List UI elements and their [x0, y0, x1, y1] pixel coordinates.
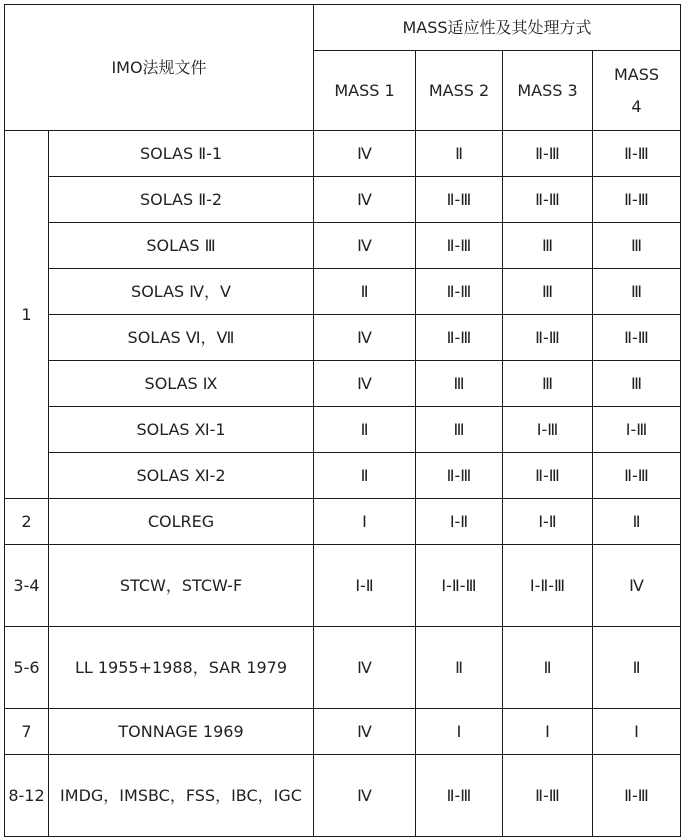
- mass-rating-cell: Ⅱ-Ⅲ: [503, 131, 593, 177]
- regulation-document-cell: TONNAGE 1969: [49, 709, 314, 755]
- mass-level-header: MASS 4: [593, 51, 681, 131]
- mass-rating-cell: Ⅱ: [314, 269, 416, 315]
- regulation-document-cell: SOLAS Ⅺ-2: [49, 453, 314, 499]
- mass-rating-cell: Ⅱ-Ⅲ: [416, 223, 503, 269]
- table-row: [5, 315, 681, 361]
- table-row: [5, 223, 681, 269]
- mass-rating-cell: Ⅳ: [314, 709, 416, 755]
- regulation-document-cell: IMDG，IMSBC，FSS，IBC，IGC: [49, 755, 314, 837]
- mass-rating-cell: Ⅱ-Ⅲ: [503, 453, 593, 499]
- mass-rating-cell: Ⅱ-Ⅲ: [416, 453, 503, 499]
- mass-rating-cell: Ⅱ-Ⅲ: [416, 755, 503, 837]
- mass-rating-cell: Ⅱ-Ⅲ: [593, 131, 681, 177]
- mass-rating-cell: Ⅲ: [503, 361, 593, 407]
- group-number-cell: 5-6: [5, 627, 49, 709]
- group-number-cell: 7: [5, 709, 49, 755]
- regulation-document-cell: SOLAS Ⅳ，Ⅴ: [49, 269, 314, 315]
- table-row: [5, 407, 681, 453]
- mass-rating-cell: Ⅰ: [503, 709, 593, 755]
- mass-rating-cell: Ⅱ: [593, 627, 681, 709]
- mass-level-header: MASS 2: [416, 51, 503, 131]
- mass-rating-cell: Ⅰ-Ⅲ: [503, 407, 593, 453]
- mass-rating-cell: Ⅱ: [416, 131, 503, 177]
- mass-rating-cell: Ⅰ-Ⅱ: [503, 499, 593, 545]
- mass-rating-cell: Ⅱ-Ⅲ: [593, 755, 681, 837]
- mass-rating-cell: Ⅱ-Ⅲ: [593, 315, 681, 361]
- mass-rating-cell: Ⅱ-Ⅲ: [416, 269, 503, 315]
- regulation-header: IMO法规文件: [5, 5, 314, 131]
- mass-rating-cell: Ⅱ-Ⅲ: [503, 755, 593, 837]
- mass-rating-cell: Ⅱ-Ⅲ: [593, 453, 681, 499]
- mass-rating-cell: Ⅰ-Ⅱ: [314, 545, 416, 627]
- mass-rating-cell: Ⅲ: [503, 269, 593, 315]
- table-row: [5, 453, 681, 499]
- table-row: [5, 709, 681, 755]
- regulation-document-cell: SOLAS Ⅱ-1: [49, 131, 314, 177]
- regulation-document-cell: STCW，STCW-F: [49, 545, 314, 627]
- regulation-document-cell: SOLAS Ⅲ: [49, 223, 314, 269]
- mass-rating-cell: Ⅱ: [503, 627, 593, 709]
- regulation-document-cell: SOLAS Ⅸ: [49, 361, 314, 407]
- mass-rating-cell: Ⅲ: [593, 269, 681, 315]
- mass-rating-cell: Ⅱ-Ⅲ: [593, 177, 681, 223]
- mass-rating-cell: Ⅰ: [416, 709, 503, 755]
- mass-rating-cell: Ⅱ: [314, 453, 416, 499]
- mass-rating-cell: Ⅰ-Ⅱ: [416, 499, 503, 545]
- mass-rating-cell: Ⅱ-Ⅲ: [503, 315, 593, 361]
- table-row: [5, 755, 681, 837]
- mass-rating-cell: Ⅲ: [416, 407, 503, 453]
- table-row: [5, 499, 681, 545]
- mass-rating-cell: Ⅳ: [314, 223, 416, 269]
- table-row: [5, 269, 681, 315]
- mass-rating-cell: Ⅲ: [593, 223, 681, 269]
- mass-rating-cell: Ⅳ: [314, 755, 416, 837]
- group-number-cell: 3-4: [5, 545, 49, 627]
- mass-rating-cell: Ⅰ-Ⅱ-Ⅲ: [416, 545, 503, 627]
- mass-level-header: MASS 1: [314, 51, 416, 131]
- table-row: [5, 545, 681, 627]
- regulation-document-cell: SOLAS Ⅵ，Ⅶ: [49, 315, 314, 361]
- mass-rating-cell: Ⅳ: [314, 131, 416, 177]
- mass-rating-cell: Ⅱ: [416, 627, 503, 709]
- group-number-cell: 2: [5, 499, 49, 545]
- mass-rating-cell: Ⅲ: [593, 361, 681, 407]
- mass-rating-cell: Ⅳ: [314, 315, 416, 361]
- mass-rating-cell: Ⅰ: [314, 499, 416, 545]
- mass-rating-cell: Ⅱ-Ⅲ: [503, 177, 593, 223]
- regulation-document-cell: SOLAS Ⅱ-2: [49, 177, 314, 223]
- mass-rating-cell: Ⅱ-Ⅲ: [416, 315, 503, 361]
- mass-adaptability-table: [4, 4, 681, 837]
- table-row: [5, 177, 681, 223]
- mass-rating-cell: Ⅱ: [593, 499, 681, 545]
- table-row: [5, 361, 681, 407]
- mass-rating-cell: Ⅳ: [593, 545, 681, 627]
- mass-rating-cell: Ⅰ: [593, 709, 681, 755]
- mass-rating-cell: Ⅲ: [416, 361, 503, 407]
- table-row: [5, 131, 681, 177]
- mass-rating-cell: Ⅳ: [314, 177, 416, 223]
- table-row: [5, 627, 681, 709]
- mass-rating-cell: Ⅰ-Ⅱ-Ⅲ: [503, 545, 593, 627]
- mass-rating-cell: Ⅰ-Ⅲ: [593, 407, 681, 453]
- group-number-cell: 1: [5, 131, 49, 499]
- mass-rating-cell: Ⅳ: [314, 361, 416, 407]
- mass-rating-cell: Ⅱ: [314, 407, 416, 453]
- mass-rating-cell: Ⅱ-Ⅲ: [416, 177, 503, 223]
- mass-rating-cell: Ⅲ: [503, 223, 593, 269]
- regulation-document-cell: SOLAS Ⅺ-1: [49, 407, 314, 453]
- regulation-document-cell: COLREG: [49, 499, 314, 545]
- mass-rating-cell: Ⅳ: [314, 627, 416, 709]
- mass-level-header: MASS 3: [503, 51, 593, 131]
- mass-group-header: MASS适应性及其处理方式: [314, 5, 681, 51]
- regulation-document-cell: LL 1955+1988，SAR 1979: [49, 627, 314, 709]
- group-number-cell: 8-12: [5, 755, 49, 837]
